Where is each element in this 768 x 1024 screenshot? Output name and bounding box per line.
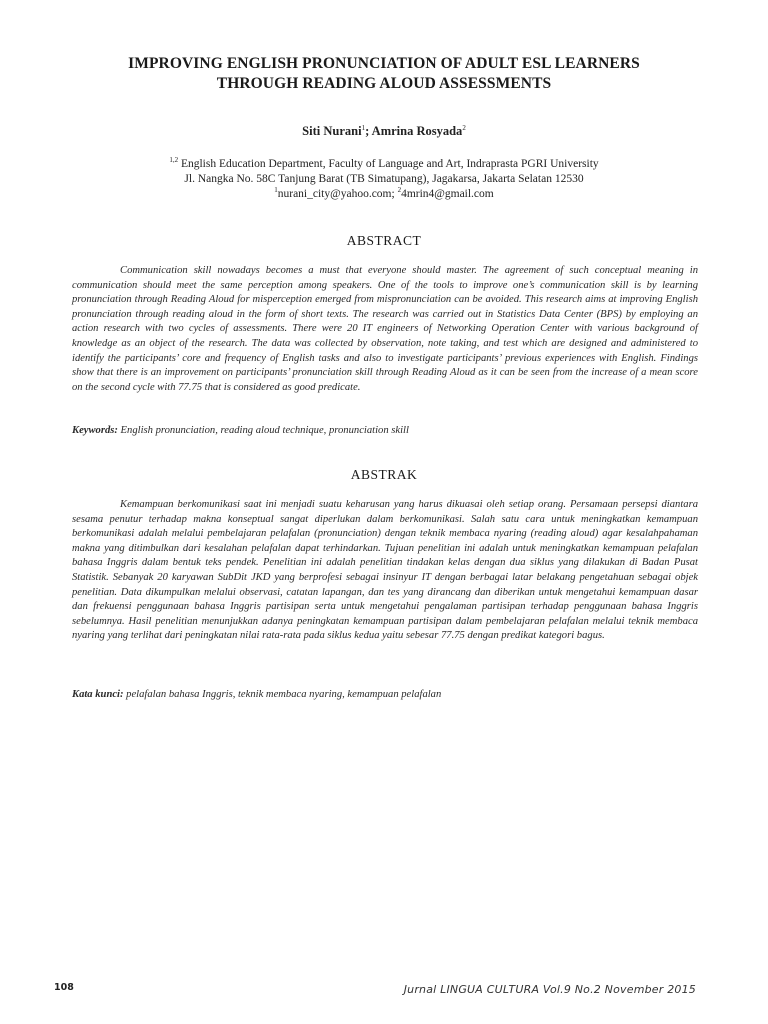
affiliation	[0, 157, 768, 202]
author-list	[0, 124, 768, 139]
abstrak-body: Kemampuan berkomunikasi saat ini menjadi suatu keharusan yang harus dikuasai oleh setiap orang. Persamaan persepsi diantara sesama penutur terhadap makna konseptual sangat diperlukan dalam berkomunikasi. Salah satu cara untuk meningkatkan kemampuan berkomunikasi adalah melalui pembelajaran pelafalan (pronunciation) dengan teknik membaca nyaring (reading aloud) agar kesalahpahaman makna yang ditimbulkan dari kesalahan pelafalan dapat terhindarkan. Tujuan penelitian ini adalah untuk meningkatkan kemampuan pelafalan bahasa Inggris dalam bentuk teks pendek. Penelitian ini adalah penelitian tindakan kelas dengan dua siklus yang dilakukan di Badan Pusat Statistik. Sebanyak 20 karyawan SubDit JKD yang berprofesi sebagai insinyur IT dengan berbagai latar belakang pengetahuan sebagai objek penelitian. Data dikumpulkan melalui observasi, catatan lapangan, dan tes yang dirancang dan diberikan untuk mengetahui kemampuan dasar dan frekuensi penggunaan bahasa Inggris partisipan serta untuk mengetahui pengalaman partisipan terhadap penggunaan bahasa Inggris sebelumnya. Hasil penelitian menunjukkan adanya peningkatan kemampuan partisipan dalam pembelajaran pelafalan melalui teknik membaca nyaring yang terlihat dari peningkatan nilai rata-rata pada siklus kedua yaitu sebesar 77.75 dengan predikat kategori bagus.	[72, 499, 698, 642]
abstrak-heading: ABSTRAK	[350, 467, 418, 482]
affiliation-line-1	[0, 157, 768, 172]
email-1-sup: 1	[274, 186, 278, 195]
journal-footer: Jurnal LINGUA CULTURA Vol.9 No.2 November 2015	[403, 983, 696, 996]
affiliation-address: Jl. Nangka No. 58C Tanjung Barat (TB Simatupang), Jagakarsa, Jakarta Selatan 12530	[184, 173, 584, 185]
author-1: Siti Nurani	[302, 124, 362, 138]
abstract-body: Communication skill nowadays becomes a must that everyone should master. The agreement of such conceptual meaning in communication should meet the same perception among speakers. One of the tools to improve one’s communication skill is by learning pronunciation through Reading Aloud for misperception emerged from mispronunciation can be avoided. This research aims at improving English pronunciation through reading aloud in the form of short texts. The research was carried out in Statistics Data Center (BPS) by employing an action research with two cycles of assessments. There were 20 IT engineers of Networking Operation Center with various background of knowledge as an object of the research. The data was collected by observation, note taking, and test which are designed and administered to identify the participants’ core and frequency of English tasks and also to investigate participants’ previous experiences with English. Findings show that there is an improvement on participants’ pronunciation skill through Reading Aloud as it can be seen from the increase of a mean score on the second cycle with 77.75 that is considered as good predicate.	[72, 265, 698, 393]
keywords-label: Keywords:	[72, 425, 118, 436]
keywords-list: English pronunciation, reading aloud technique, pronunciation skill	[117, 425, 409, 436]
title-line-2: THROUGH READING ALOUD ASSESSMENTS	[216, 75, 552, 92]
kata-kunci-label: Kata kunci:	[72, 689, 124, 700]
affiliation-department: English Education Department, Faculty of Language and Art, Indraprasta PGRI University	[180, 158, 599, 170]
author-separator: ;	[365, 124, 372, 138]
email-2: 4mrin4@gmail.com	[401, 188, 494, 200]
email-2-sup: 2	[397, 186, 402, 195]
author-2: Amrina Rosyada	[371, 124, 463, 138]
title-line-1: IMPROVING ENGLISH PRONUNCIATION OF ADULT ESL LEARNERS	[128, 55, 640, 72]
email-1: nurani_city@yahoo.com;	[277, 188, 398, 200]
paper-title	[60, 54, 708, 94]
kata-kunci-list: pelafalan bahasa Inggris, teknik membaca nyaring, kemampuan pelafalan	[123, 689, 442, 700]
author-2-sup: 2	[462, 123, 466, 132]
keywords	[72, 424, 698, 439]
abstract-heading: ABSTRACT	[346, 233, 422, 248]
author-1-sup: 1	[361, 123, 366, 132]
affiliation-sup: 1,2	[169, 156, 179, 165]
page-number: 108	[54, 982, 74, 993]
affiliation-emails	[0, 187, 768, 202]
kata-kunci	[72, 688, 698, 703]
